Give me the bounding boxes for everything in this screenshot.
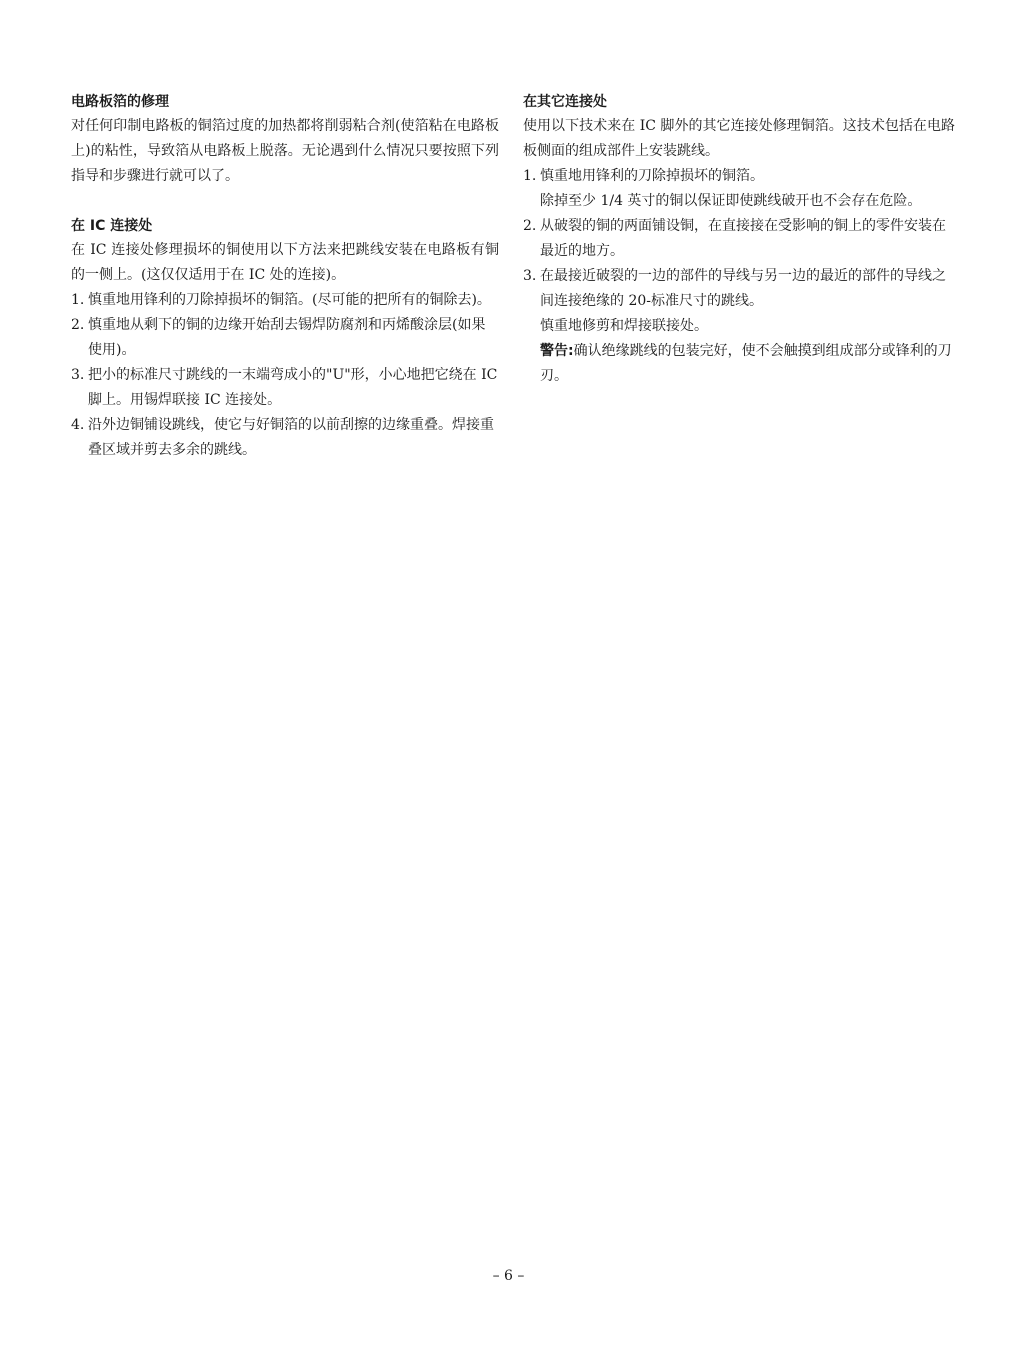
warning-note xyxy=(540,339,955,389)
left-column xyxy=(71,90,499,463)
step-text: 慎重地从剩下的铜的边缘开始刮去锡焊防腐剂和丙烯酸涂层(如果使用)。 xyxy=(88,317,486,358)
step-text: 慎重地用锋利的刀除掉损坏的铜箔。 xyxy=(540,168,764,184)
heading-pcb-foil-repair: 电路板箔的修理 xyxy=(71,94,169,110)
list-item xyxy=(71,288,499,313)
step-number: 1. xyxy=(523,168,537,184)
list-item xyxy=(71,313,499,363)
heading-at-ic-connections: 在 IC 连接处 xyxy=(71,218,153,234)
list-item xyxy=(523,214,955,264)
step-text: 从破裂的铜的两面铺设铜，在直接接在受影响的铜上的零件安装在最近的地方。 xyxy=(540,218,946,259)
step-text: 沿外边铜铺设跳线，使它与好铜箔的以前刮擦的边缘重叠。焊接重叠区域并剪去多余的跳线。 xyxy=(88,417,494,458)
heading-other-connections: 在其它连接处 xyxy=(523,94,607,110)
step-number: 2. xyxy=(71,317,85,333)
step-note: 慎重地修剪和焊接联接处。 xyxy=(540,318,708,334)
list-item xyxy=(71,363,499,413)
page-number: – 6 – xyxy=(492,1268,525,1284)
right-column xyxy=(523,90,955,389)
list-item xyxy=(523,264,955,389)
paragraph-foil-intro: 对任何印制电路板的铜箔过度的加热都将削弱粘合剂(使箔粘在电路板上)的粘性，导致箔从电路板上脱落。无论遇到什么情况只要按照下列指导和步骤进行就可以了。 xyxy=(71,118,499,184)
step-number: 1. xyxy=(71,292,85,308)
step-number: 2. xyxy=(523,218,537,234)
step-text: 慎重地用锋利的刀除掉损坏的铜箔。(尽可能的把所有的铜除去)。 xyxy=(88,292,491,308)
step-number: 3. xyxy=(71,367,85,383)
paragraph-other-intro: 使用以下技术来在 IC 脚外的其它连接处修理铜箔。这技术包括在电路板侧面的组成部件上安装跳线。 xyxy=(523,118,955,159)
step-number: 3. xyxy=(523,268,537,284)
ic-steps-list xyxy=(71,288,499,463)
spacer xyxy=(71,189,499,214)
step-note: 除掉至少 1/4 英寸的铜以保证即使跳线破开也不会存在危险。 xyxy=(540,193,922,209)
other-steps-list xyxy=(523,164,955,389)
step-text: 在最接近破裂的一边的部件的导线与另一边的最近的部件的导线之间连接绝缘的 20-标准尺寸的跳线。 xyxy=(540,268,946,309)
warning-text: 确认绝缘跳线的包装完好，使不会触摸到组成部分或锋利的刀刃。 xyxy=(540,343,952,384)
paragraph-ic-intro: 在 IC 连接处修理损坏的铜使用以下方法来把跳线安装在电路板有铜的一侧上。(这仅仅适用于在 IC 处的连接)。 xyxy=(71,242,499,283)
step-number: 4. xyxy=(71,417,85,433)
warning-label: 警告: xyxy=(540,343,574,359)
list-item xyxy=(523,164,955,214)
step-text: 把小的标准尺寸跳线的一末端弯成小的"U"形，小心地把它绕在 IC 脚上。用锡焊联接 IC 连接处。 xyxy=(88,367,498,408)
list-item xyxy=(71,413,499,463)
